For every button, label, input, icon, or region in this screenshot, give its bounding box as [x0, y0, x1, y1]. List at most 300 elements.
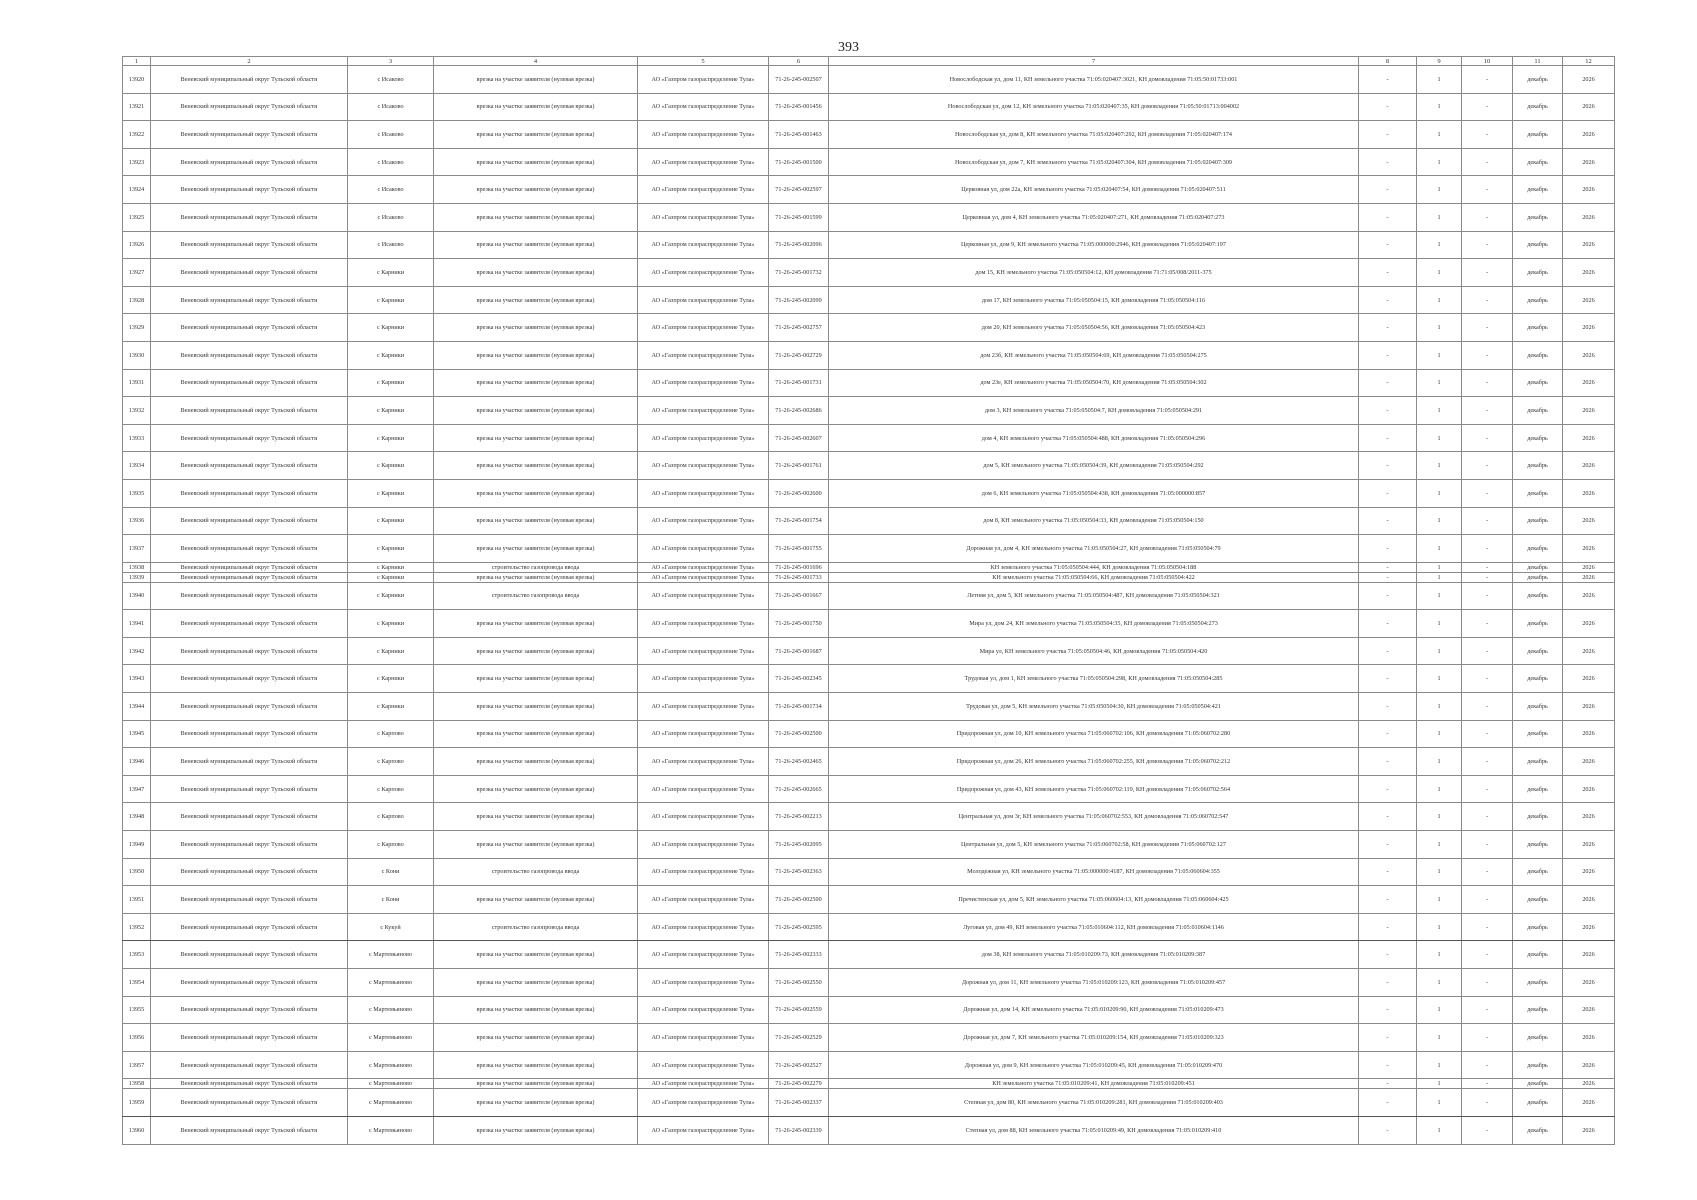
table-row: [123, 369, 1615, 397]
work-type-cell: врезка на участке заявителя (нулевая врезка): [434, 535, 638, 563]
application-code-cell: 71-26-245-002529: [769, 1024, 829, 1052]
address-cell: Придорожная ул, дом 43, КН земельного участка 71:05:060702:119, КН домовладения 71:05:060702:564: [829, 775, 1359, 803]
address-cell: Трудовая ул, дом 1, КН земельного участка 71:05:050504:298, КН домовладения 71:05:050504:285: [829, 665, 1359, 693]
address-cell: Новослободская ул, дом 11, КН земельного участка 71:05:020407:3021, КН домовладения 71:05:50:01733:001: [829, 66, 1359, 94]
district-cell: Веневский муниципальный округ Тульской области: [151, 286, 348, 314]
settlement-cell: с Карники: [348, 693, 434, 721]
address-cell: Мира ул, КН земельного участка 71:05:050504:46, КН домовладения 71:05:050504:420: [829, 637, 1359, 665]
col-header: 3: [348, 57, 434, 66]
row-number: 13932: [123, 397, 151, 425]
row-number: 13934: [123, 452, 151, 480]
settlement-cell: с Мартемьяново: [348, 1079, 434, 1089]
address-cell: Центральная ул, дом 3г, КН земельного участка 71:05:060702:553, КН домовладения 71:05:060702:547: [829, 803, 1359, 831]
district-cell: Веневский муниципальный округ Тульской области: [151, 913, 348, 941]
address-cell: Дорожная ул, дом 4, КН земельного участка 71:05:050504:27, КН домовладения 71:05:050504:79: [829, 535, 1359, 563]
month-cell: декабрь: [1513, 665, 1563, 693]
work-type-cell: врезка на участке заявителя (нулевая врезка): [434, 479, 638, 507]
month-cell: декабрь: [1513, 148, 1563, 176]
organization-cell: АО «Газпром газораспределение Тула»: [638, 1079, 769, 1089]
col8-cell: -: [1359, 969, 1417, 997]
table-row: [123, 803, 1615, 831]
organization-cell: АО «Газпром газораспределение Тула»: [638, 93, 769, 121]
table-row: [123, 637, 1615, 665]
work-type-cell: врезка на участке заявителя (нулевая врезка): [434, 66, 638, 94]
year-cell: 2026: [1563, 397, 1615, 425]
organization-cell: АО «Газпром газораспределение Тула»: [638, 66, 769, 94]
application-code-cell: 71-26-245-002363: [769, 858, 829, 886]
col8-cell: -: [1359, 1024, 1417, 1052]
year-cell: 2026: [1563, 831, 1615, 859]
col-header: 9: [1417, 57, 1462, 66]
quantity-cell: 1: [1417, 397, 1462, 425]
col10-cell: -: [1462, 1024, 1513, 1052]
year-cell: 2026: [1563, 610, 1615, 638]
year-cell: 2026: [1563, 369, 1615, 397]
district-cell: Веневский муниципальный округ Тульской области: [151, 693, 348, 721]
application-code-cell: 71-26-245-002333: [769, 941, 829, 969]
row-number: 13957: [123, 1051, 151, 1079]
year-cell: 2026: [1563, 582, 1615, 610]
district-cell: Веневский муниципальный округ Тульской области: [151, 610, 348, 638]
organization-cell: АО «Газпром газораспределение Тула»: [638, 341, 769, 369]
address-cell: КН земельного участка 71:05:050504:66, КН домовладения 71:05:050504:422: [829, 572, 1359, 582]
year-cell: 2026: [1563, 231, 1615, 259]
row-number: 13955: [123, 996, 151, 1024]
organization-cell: АО «Газпром газораспределение Тула»: [638, 397, 769, 425]
settlement-cell: с Исаково: [348, 66, 434, 94]
col-header: 10: [1462, 57, 1513, 66]
quantity-cell: 1: [1417, 637, 1462, 665]
quantity-cell: 1: [1417, 665, 1462, 693]
work-type-cell: врезка на участке заявителя (нулевая врезка): [434, 1051, 638, 1079]
address-cell: Новослободская ул, дом 8, КН земельного участка 71:05:020407:292, КН домовладения 71:05:020407:174: [829, 121, 1359, 149]
year-cell: 2026: [1563, 665, 1615, 693]
row-number: 13921: [123, 93, 151, 121]
settlement-cell: с Карники: [348, 582, 434, 610]
organization-cell: АО «Газпром газораспределение Тула»: [638, 1116, 769, 1144]
month-cell: декабрь: [1513, 886, 1563, 914]
settlement-cell: с Мартемьяново: [348, 1116, 434, 1144]
year-cell: 2026: [1563, 314, 1615, 342]
work-type-cell: врезка на участке заявителя (нулевая врезка): [434, 148, 638, 176]
district-cell: Веневский муниципальный округ Тульской области: [151, 507, 348, 535]
district-cell: Веневский муниципальный округ Тульской области: [151, 637, 348, 665]
address-cell: дом 3, КН земельного участка 71:05:050504:7, КН домовладения 71:05:050504:291: [829, 397, 1359, 425]
address-cell: Придорожная ул, дом 26, КН земельного участка 71:05:060702:255, КН домовладения 71:05:060702:212: [829, 748, 1359, 776]
application-code-cell: 71-26-245-002595: [769, 913, 829, 941]
application-code-cell: 71-26-245-002500: [769, 886, 829, 914]
col8-cell: -: [1359, 231, 1417, 259]
col8-cell: -: [1359, 424, 1417, 452]
month-cell: декабрь: [1513, 748, 1563, 776]
address-cell: дом 8, КН земельного участка 71:05:050504:33, КН домовладения 71:05:050504:150: [829, 507, 1359, 535]
address-cell: Церковная ул, дом 22а, КН земельного участка 71:05:020407:54, КН домовладения 71:05:020407:511: [829, 176, 1359, 204]
col8-cell: -: [1359, 148, 1417, 176]
col-header: 7: [829, 57, 1359, 66]
year-cell: 2026: [1563, 913, 1615, 941]
work-type-cell: строительство газопровода ввода: [434, 582, 638, 610]
year-cell: 2026: [1563, 452, 1615, 480]
settlement-cell: с Карники: [348, 369, 434, 397]
district-cell: Веневский муниципальный округ Тульской области: [151, 1079, 348, 1089]
settlement-cell: с Мартемьяново: [348, 941, 434, 969]
col10-cell: -: [1462, 259, 1513, 287]
district-cell: Веневский муниципальный округ Тульской области: [151, 941, 348, 969]
col8-cell: -: [1359, 803, 1417, 831]
quantity-cell: 1: [1417, 314, 1462, 342]
row-number: 13953: [123, 941, 151, 969]
application-code-cell: 71-26-245-001687: [769, 637, 829, 665]
quantity-cell: 1: [1417, 1051, 1462, 1079]
row-number: 13935: [123, 479, 151, 507]
quantity-cell: 1: [1417, 1116, 1462, 1144]
col8-cell: -: [1359, 858, 1417, 886]
organization-cell: АО «Газпром газораспределение Тула»: [638, 452, 769, 480]
organization-cell: АО «Газпром газораспределение Тула»: [638, 1051, 769, 1079]
col8-cell: -: [1359, 479, 1417, 507]
organization-cell: АО «Газпром газораспределение Тула»: [638, 424, 769, 452]
col8-cell: -: [1359, 341, 1417, 369]
application-code-cell: 71-26-245-002500: [769, 720, 829, 748]
quantity-cell: 1: [1417, 562, 1462, 572]
application-code-cell: 71-26-245-002600: [769, 479, 829, 507]
table-row: [123, 582, 1615, 610]
organization-cell: АО «Газпром газораспределение Тула»: [638, 582, 769, 610]
settlement-cell: с Кони: [348, 886, 434, 914]
organization-cell: АО «Газпром газораспределение Тула»: [638, 665, 769, 693]
application-code-cell: 71-26-245-002465: [769, 748, 829, 776]
month-cell: декабрь: [1513, 452, 1563, 480]
settlement-cell: с Кукуй: [348, 913, 434, 941]
organization-cell: АО «Газпром газораспределение Тула»: [638, 803, 769, 831]
district-cell: Веневский муниципальный округ Тульской области: [151, 341, 348, 369]
quantity-cell: 1: [1417, 693, 1462, 721]
settlement-cell: с Карники: [348, 341, 434, 369]
row-number: 13946: [123, 748, 151, 776]
address-cell: дом 20, КН земельного участка 71:05:050504:56, КН домовладения 71:05:050504:423: [829, 314, 1359, 342]
col8-cell: -: [1359, 93, 1417, 121]
table-row: [123, 259, 1615, 287]
col10-cell: -: [1462, 369, 1513, 397]
work-type-cell: врезка на участке заявителя (нулевая врезка): [434, 996, 638, 1024]
organization-cell: АО «Газпром газораспределение Тула»: [638, 231, 769, 259]
settlement-cell: с Карники: [348, 610, 434, 638]
district-cell: Веневский муниципальный округ Тульской области: [151, 369, 348, 397]
year-cell: 2026: [1563, 748, 1615, 776]
col8-cell: -: [1359, 397, 1417, 425]
col8-cell: -: [1359, 535, 1417, 563]
table-row: [123, 479, 1615, 507]
settlement-cell: с Карники: [348, 535, 434, 563]
col10-cell: -: [1462, 748, 1513, 776]
col8-cell: -: [1359, 610, 1417, 638]
quantity-cell: 1: [1417, 775, 1462, 803]
col10-cell: -: [1462, 341, 1513, 369]
table-row: [123, 720, 1615, 748]
address-cell: дом 5, КН земельного участка 71:05:050504:39, КН домовладения 71:05:050504:292: [829, 452, 1359, 480]
quantity-cell: 1: [1417, 858, 1462, 886]
organization-cell: АО «Газпром газораспределение Тула»: [638, 562, 769, 572]
month-cell: декабрь: [1513, 1116, 1563, 1144]
work-type-cell: врезка на участке заявителя (нулевая врезка): [434, 775, 638, 803]
year-cell: 2026: [1563, 996, 1615, 1024]
col8-cell: -: [1359, 1089, 1417, 1117]
row-number: 13927: [123, 259, 151, 287]
table-row: [123, 562, 1615, 572]
col10-cell: -: [1462, 176, 1513, 204]
district-cell: Веневский муниципальный округ Тульской области: [151, 582, 348, 610]
table-row: [123, 1116, 1615, 1144]
work-type-cell: врезка на участке заявителя (нулевая врезка): [434, 231, 638, 259]
col10-cell: -: [1462, 637, 1513, 665]
settlement-cell: с Кони: [348, 858, 434, 886]
work-type-cell: врезка на участке заявителя (нулевая врезка): [434, 93, 638, 121]
organization-cell: АО «Газпром газораспределение Тула»: [638, 720, 769, 748]
col8-cell: -: [1359, 665, 1417, 693]
table-row: [123, 775, 1615, 803]
table-row: [123, 176, 1615, 204]
organization-cell: АО «Газпром газораспределение Тула»: [638, 913, 769, 941]
work-type-cell: врезка на участке заявителя (нулевая врезка): [434, 803, 638, 831]
col8-cell: -: [1359, 1116, 1417, 1144]
col10-cell: -: [1462, 231, 1513, 259]
col10-cell: -: [1462, 572, 1513, 582]
work-type-cell: врезка на участке заявителя (нулевая врезка): [434, 941, 638, 969]
table-row: [123, 286, 1615, 314]
table-row: [123, 572, 1615, 582]
table-row: [123, 693, 1615, 721]
col-header: 6: [769, 57, 829, 66]
address-cell: дом 15, КН земельного участка 71:05:050504:12, КН домовладения 71:71:05/008/2011-375: [829, 259, 1359, 287]
month-cell: декабрь: [1513, 535, 1563, 563]
work-type-cell: врезка на участке заявителя (нулевая врезка): [434, 1089, 638, 1117]
application-code-cell: 71-26-245-001463: [769, 121, 829, 149]
col10-cell: -: [1462, 913, 1513, 941]
table-row: [123, 858, 1615, 886]
col10-cell: -: [1462, 203, 1513, 231]
table-row: [123, 66, 1615, 94]
col10-cell: -: [1462, 1089, 1513, 1117]
year-cell: 2026: [1563, 1079, 1615, 1089]
address-cell: дом 23е, КН земельного участка 71:05:050504:70, КН домовладения 71:05:050504:302: [829, 369, 1359, 397]
quantity-cell: 1: [1417, 582, 1462, 610]
organization-cell: АО «Газпром газораспределение Тула»: [638, 314, 769, 342]
month-cell: декабрь: [1513, 369, 1563, 397]
row-number: 13958: [123, 1079, 151, 1089]
row-number: 13956: [123, 1024, 151, 1052]
col10-cell: -: [1462, 858, 1513, 886]
address-cell: Дорожная ул, дом 7, КН земельного участка 71:05:010209:154, КН домовладения 71:05:010209:323: [829, 1024, 1359, 1052]
application-code-cell: 71-26-245-002096: [769, 231, 829, 259]
settlement-cell: с Карники: [348, 397, 434, 425]
address-cell: Дорожная ул, дом 11, КН земельного участка 71:05:010209:123, КН домовладения 71:05:010209:457: [829, 969, 1359, 997]
quantity-cell: 1: [1417, 831, 1462, 859]
organization-cell: АО «Газпром газораспределение Тула»: [638, 507, 769, 535]
organization-cell: АО «Газпром газораспределение Тула»: [638, 637, 769, 665]
settlement-cell: с Мартемьяново: [348, 996, 434, 1024]
table-row: [123, 941, 1615, 969]
table-row: [123, 610, 1615, 638]
row-number: 13949: [123, 831, 151, 859]
col10-cell: -: [1462, 93, 1513, 121]
col10-cell: -: [1462, 720, 1513, 748]
organization-cell: АО «Газпром газораспределение Тула»: [638, 479, 769, 507]
organization-cell: АО «Газпром газораспределение Тула»: [638, 996, 769, 1024]
month-cell: декабрь: [1513, 93, 1563, 121]
quantity-cell: 1: [1417, 369, 1462, 397]
table-row: [123, 748, 1615, 776]
col8-cell: -: [1359, 176, 1417, 204]
settlement-cell: с Мартемьяново: [348, 969, 434, 997]
col10-cell: -: [1462, 562, 1513, 572]
year-cell: 2026: [1563, 1024, 1615, 1052]
year-cell: 2026: [1563, 562, 1615, 572]
district-cell: Веневский муниципальный округ Тульской области: [151, 452, 348, 480]
address-cell: Церковная ул, дом 9, КН земельного участка 71:05:000000:2946, КН домовладения 71:05:020407:197: [829, 231, 1359, 259]
work-type-cell: врезка на участке заявителя (нулевая врезка): [434, 121, 638, 149]
col8-cell: -: [1359, 369, 1417, 397]
organization-cell: АО «Газпром газораспределение Тула»: [638, 775, 769, 803]
application-code-cell: 71-26-245-001732: [769, 259, 829, 287]
district-cell: Веневский муниципальный округ Тульской области: [151, 121, 348, 149]
month-cell: декабрь: [1513, 913, 1563, 941]
address-cell: Молодежная ул, КН земельного участка 71:05:000000:4187, КН домовладения 71:05:060604:355: [829, 858, 1359, 886]
table-row: [123, 969, 1615, 997]
application-code-cell: 71-26-245-001731: [769, 369, 829, 397]
settlement-cell: с Карпово: [348, 803, 434, 831]
quantity-cell: 1: [1417, 479, 1462, 507]
organization-cell: АО «Газпром газораспределение Тула»: [638, 259, 769, 287]
year-cell: 2026: [1563, 858, 1615, 886]
organization-cell: АО «Газпром газораспределение Тула»: [638, 572, 769, 582]
organization-cell: АО «Газпром газораспределение Тула»: [638, 969, 769, 997]
work-type-cell: врезка на участке заявителя (нулевая врезка): [434, 259, 638, 287]
address-cell: Степная ул, дом 80, КН земельного участка 71:05:010209:281, КН домовладения 71:05:010209:403: [829, 1089, 1359, 1117]
row-number: 13931: [123, 369, 151, 397]
quantity-cell: 1: [1417, 341, 1462, 369]
quantity-cell: 1: [1417, 996, 1462, 1024]
year-cell: 2026: [1563, 803, 1615, 831]
settlement-cell: с Карпово: [348, 775, 434, 803]
work-type-cell: врезка на участке заявителя (нулевая врезка): [434, 969, 638, 997]
row-number: 13938: [123, 562, 151, 572]
quantity-cell: 1: [1417, 969, 1462, 997]
col8-cell: -: [1359, 996, 1417, 1024]
col10-cell: -: [1462, 610, 1513, 638]
row-number: 13942: [123, 637, 151, 665]
col10-cell: -: [1462, 886, 1513, 914]
year-cell: 2026: [1563, 259, 1615, 287]
settlement-cell: с Карники: [348, 479, 434, 507]
table-row: [123, 507, 1615, 535]
application-code-cell: 71-26-245-002099: [769, 286, 829, 314]
year-cell: 2026: [1563, 507, 1615, 535]
work-type-cell: строительство газопровода ввода: [434, 913, 638, 941]
quantity-cell: 1: [1417, 913, 1462, 941]
year-cell: 2026: [1563, 121, 1615, 149]
application-code-cell: 71-26-245-002729: [769, 341, 829, 369]
row-number: 13947: [123, 775, 151, 803]
quantity-cell: 1: [1417, 93, 1462, 121]
district-cell: Веневский муниципальный округ Тульской области: [151, 148, 348, 176]
district-cell: Веневский муниципальный округ Тульской области: [151, 831, 348, 859]
address-cell: Трудовая ул, дом 5, КН земельного участка 71:05:050504:30, КН домовладения 71:05:050504:421: [829, 693, 1359, 721]
col10-cell: -: [1462, 286, 1513, 314]
district-cell: Веневский муниципальный округ Тульской области: [151, 424, 348, 452]
organization-cell: АО «Газпром газораспределение Тула»: [638, 148, 769, 176]
col8-cell: -: [1359, 259, 1417, 287]
col10-cell: -: [1462, 665, 1513, 693]
month-cell: декабрь: [1513, 996, 1563, 1024]
col10-cell: -: [1462, 507, 1513, 535]
quantity-cell: 1: [1417, 286, 1462, 314]
col10-cell: -: [1462, 424, 1513, 452]
quantity-cell: 1: [1417, 452, 1462, 480]
month-cell: декабрь: [1513, 424, 1563, 452]
year-cell: 2026: [1563, 479, 1615, 507]
col10-cell: -: [1462, 831, 1513, 859]
application-code-cell: 71-26-245-002757: [769, 314, 829, 342]
col8-cell: -: [1359, 886, 1417, 914]
quantity-cell: 1: [1417, 176, 1462, 204]
application-code-cell: 71-26-245-001734: [769, 693, 829, 721]
district-cell: Веневский муниципальный округ Тульской области: [151, 479, 348, 507]
organization-cell: АО «Газпром газораспределение Тула»: [638, 1024, 769, 1052]
settlement-cell: с Карпово: [348, 748, 434, 776]
month-cell: декабрь: [1513, 231, 1563, 259]
work-type-cell: врезка на участке заявителя (нулевая врезка): [434, 397, 638, 425]
application-code-cell: 71-26-245-002337: [769, 1089, 829, 1117]
year-cell: 2026: [1563, 693, 1615, 721]
quantity-cell: 1: [1417, 748, 1462, 776]
col10-cell: -: [1462, 121, 1513, 149]
row-number: 13929: [123, 314, 151, 342]
address-cell: Дорожная ул, дом 9, КН земельного участка 71:05:010209:45, КН домовладения 71:05:010209:470: [829, 1051, 1359, 1079]
col-header: 8: [1359, 57, 1417, 66]
settlement-cell: с Карпово: [348, 720, 434, 748]
work-type-cell: врезка на участке заявителя (нулевая врезка): [434, 748, 638, 776]
quantity-cell: 1: [1417, 66, 1462, 94]
address-cell: Летняя ул, дом 5, КН земельного участка 71:05:050504:487, КН домовладения 71:05:050504:321: [829, 582, 1359, 610]
month-cell: декабрь: [1513, 1079, 1563, 1089]
table-row: [123, 424, 1615, 452]
district-cell: Веневский муниципальный округ Тульской области: [151, 176, 348, 204]
year-cell: 2026: [1563, 93, 1615, 121]
col10-cell: -: [1462, 582, 1513, 610]
application-code-cell: 71-26-245-002527: [769, 1051, 829, 1079]
application-code-cell: 71-26-245-001754: [769, 507, 829, 535]
page-number: 393: [838, 40, 859, 55]
table-row: [123, 397, 1615, 425]
year-cell: 2026: [1563, 886, 1615, 914]
table-row: [123, 452, 1615, 480]
col10-cell: -: [1462, 996, 1513, 1024]
district-cell: Веневский муниципальный округ Тульской области: [151, 775, 348, 803]
month-cell: декабрь: [1513, 286, 1563, 314]
address-cell: Центральная ул, дом 5, КН земельного участка 71:05:060702:58, КН домовладения 71:05:060702:127: [829, 831, 1359, 859]
col8-cell: -: [1359, 693, 1417, 721]
work-type-cell: врезка на участке заявителя (нулевая врезка): [434, 1079, 638, 1089]
year-cell: 2026: [1563, 1116, 1615, 1144]
col8-cell: -: [1359, 66, 1417, 94]
work-type-cell: врезка на участке заявителя (нулевая врезка): [434, 369, 638, 397]
organization-cell: АО «Газпром газораспределение Тула»: [638, 1089, 769, 1117]
district-cell: Веневский муниципальный округ Тульской области: [151, 562, 348, 572]
organization-cell: АО «Газпром газораспределение Тула»: [638, 369, 769, 397]
settlement-cell: с Карники: [348, 572, 434, 582]
col10-cell: -: [1462, 479, 1513, 507]
row-number: 13936: [123, 507, 151, 535]
